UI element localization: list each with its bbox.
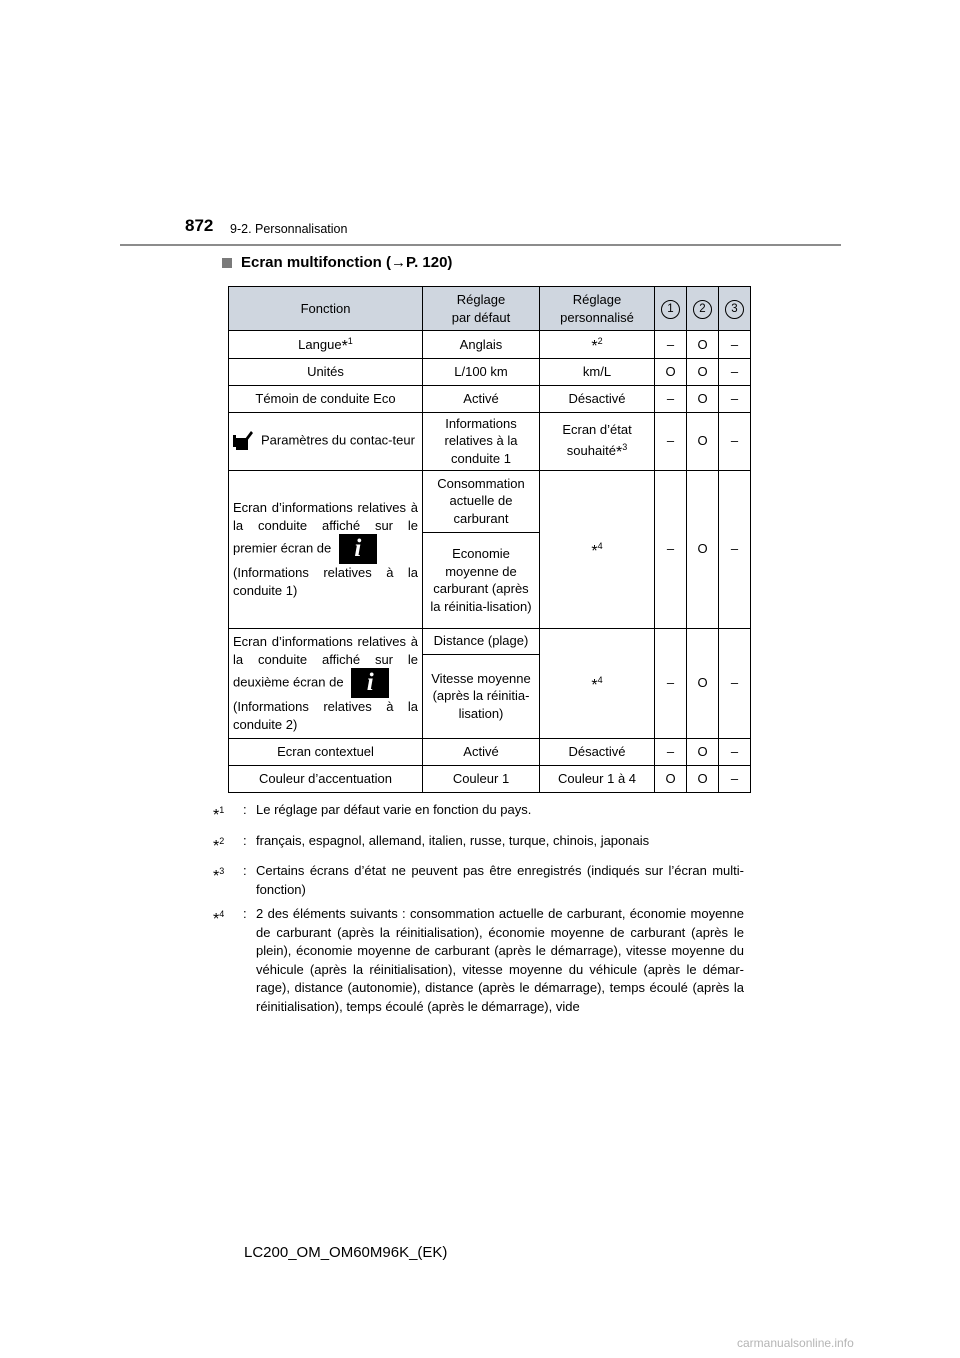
table-row [229,470,751,532]
cell-custom: *$^4$ [540,628,655,738]
cell-col2: O [687,765,719,792]
info-icon: i [339,534,377,564]
table-row [229,358,751,385]
cell-col3: – [719,331,751,359]
footnote: *$^3$ : Certains écrans d’état ne peuvent pas être enregistrés (indiqués sur l’écran multi-fonction) [213,862,744,899]
cell-default: Distance (plage) [423,628,540,654]
footnote-text: 2 des éléments suivants : consommation actuelle de carburant, économie moyenne de carburant (après la réinitialisation), économie moyenne de carburant (après le plein), économie moyenne de carburant (après le démarrage), vitesse moyenne du véhicule (après la réinitialisation), vitesse moyenne du véhicule (après le démar-rage), distance (autonomie), distance (après le démarrage), temps écoulé (après la réinitialisation), temps écoulé (après le démarrage), vide [256,906,744,1014]
cell-custom: Couleur 1 à 4 [540,765,655,792]
footnote-mark: *$^3$ [213,866,225,885]
cell-function: Ecran d’informations relatives à la conduite affiché sur le premier écran de i (Informations relatives à la conduite 1) [229,470,423,628]
cell-function: Couleur d’accentuation [229,765,423,792]
cell-col1: O [655,765,687,792]
cell-col3: – [719,628,751,738]
cell-default: Vitesse moyenne (après la réinitia-lisation) [423,654,540,738]
footnote: *$^4$ : 2 des éléments suivants : consommation actuelle de carburant, économie moyenne de carburant (après la réinitialisation), économie moyenne de carburant (après le plein), économie moyenne de carburant (après le démarrage), vitesse moyenne du véhicule (après la réinitialisation), vitesse moyenne du véhicule (après le démar-rage), distance (autonomie), distance (après le démarrage), temps écoulé (après la réinitialisation), temps écoulé (après le démarrage), vide [213,905,744,1016]
cell-col1: – [655,738,687,765]
cell-function: Témoin de conduite Eco [229,385,423,412]
cell-col3: – [719,470,751,628]
cell-function: Ecran d’informations relatives à la conduite affiché sur le deuxième écran de i (Informations relatives à la conduite 2) [229,628,423,738]
cell-col3: – [719,385,751,412]
cell-col2: O [687,738,719,765]
cell-col3: – [719,358,751,385]
cell-function: Langue*$^1$ [229,331,423,359]
header-default: Réglage par défaut [423,287,540,331]
cell-function: Ecran contextuel [229,738,423,765]
heading-ref: P. 120) [406,254,453,271]
table-row [229,385,751,412]
circled-2-icon: 2 [693,300,712,319]
circled-1-icon: 1 [661,300,680,319]
cell-function: Paramètres du contac-teur [229,412,423,470]
footnote-mark: *$^2$ [213,835,225,855]
cell-col2: O [687,385,719,412]
site-watermark[interactable]: carmanualsonline.info [737,1336,854,1350]
cell-default: Activé [423,738,540,765]
heading-prefix: Ecran multifonction ( [241,254,391,271]
footnote-text: français, espagnol, allemand, italien, russe, turque, chinois, japonais [256,832,650,848]
cell-col2: O [687,628,719,738]
cell-col2: O [687,358,719,385]
page-number: 872 [185,216,214,235]
cell-default: Couleur 1 [423,765,540,792]
cell-custom: Désactivé [540,738,655,765]
cell-col3: – [719,738,751,765]
section-label: 9-2. Personnalisation [230,222,348,236]
table-heading [222,254,452,271]
cell-col1: – [655,385,687,412]
cell-col1: – [655,628,687,738]
document-code: LC200_OM_OM60M96K_(EK) [244,1244,448,1261]
table-row [229,628,751,654]
cell-default: L/100 km [423,358,540,385]
table-row [229,738,751,765]
header-rule [120,244,841,246]
cell-default: Informations relatives à la conduite 1 [423,412,540,470]
cell-col1: – [655,412,687,470]
cell-custom: *$^2$ [540,331,655,359]
header-function: Fonction [229,287,423,331]
cell-col1: O [655,358,687,385]
header-custom: Réglage personnalisé [540,287,655,331]
header-col-2 [687,287,719,331]
footnote-text: Le réglage par défaut varie en fonction du pays. [256,802,532,817]
arrow-icon: → [391,254,406,271]
footnote-text: Certains écrans d’état ne peuvent pas être enregistrés (indiqués sur l’écran multi-fonction) [256,863,744,897]
cell-col3: – [719,765,751,792]
cell-col1: – [655,331,687,359]
cell-custom: km/L [540,358,655,385]
cell-col2: O [687,470,719,628]
header-col-1 [655,287,687,331]
table-row [229,331,751,359]
cell-col1: – [655,470,687,628]
cell-default: Activé [423,385,540,412]
info-icon: i [351,668,389,698]
settings-table [228,286,751,793]
footnote-mark: *$^4$ [213,909,225,928]
footnotes [213,801,744,1022]
cell-custom: Ecran d’état souhaité*$^3$ [540,412,655,470]
cell-col2: O [687,412,719,470]
heading-square-icon [222,258,232,268]
cell-default: Anglais [423,331,540,359]
contact-settings-icon [233,430,253,452]
header-col-3 [719,287,751,331]
footnote: *$^1$ : Le réglage par défaut varie en fonction du pays. [213,801,744,826]
cell-default: Economie moyenne de carburant (après la réinitia-lisation) [423,532,540,628]
footnote-mark: *$^1$ [213,805,225,824]
cell-col2: O [687,331,719,359]
table-row [229,765,751,792]
cell-col3: – [719,412,751,470]
cell-default: Consommation actuelle de carburant [423,470,540,532]
cell-function: Unités [229,358,423,385]
cell-custom: *$^4$ [540,470,655,628]
table-header-row [229,287,751,331]
footnote: *$^2$ : français, espagnol, allemand, italien, russe, turque, chinois, japonais [213,832,744,857]
table-row [229,412,751,470]
cell-custom: Désactivé [540,385,655,412]
circled-3-icon: 3 [725,300,744,319]
